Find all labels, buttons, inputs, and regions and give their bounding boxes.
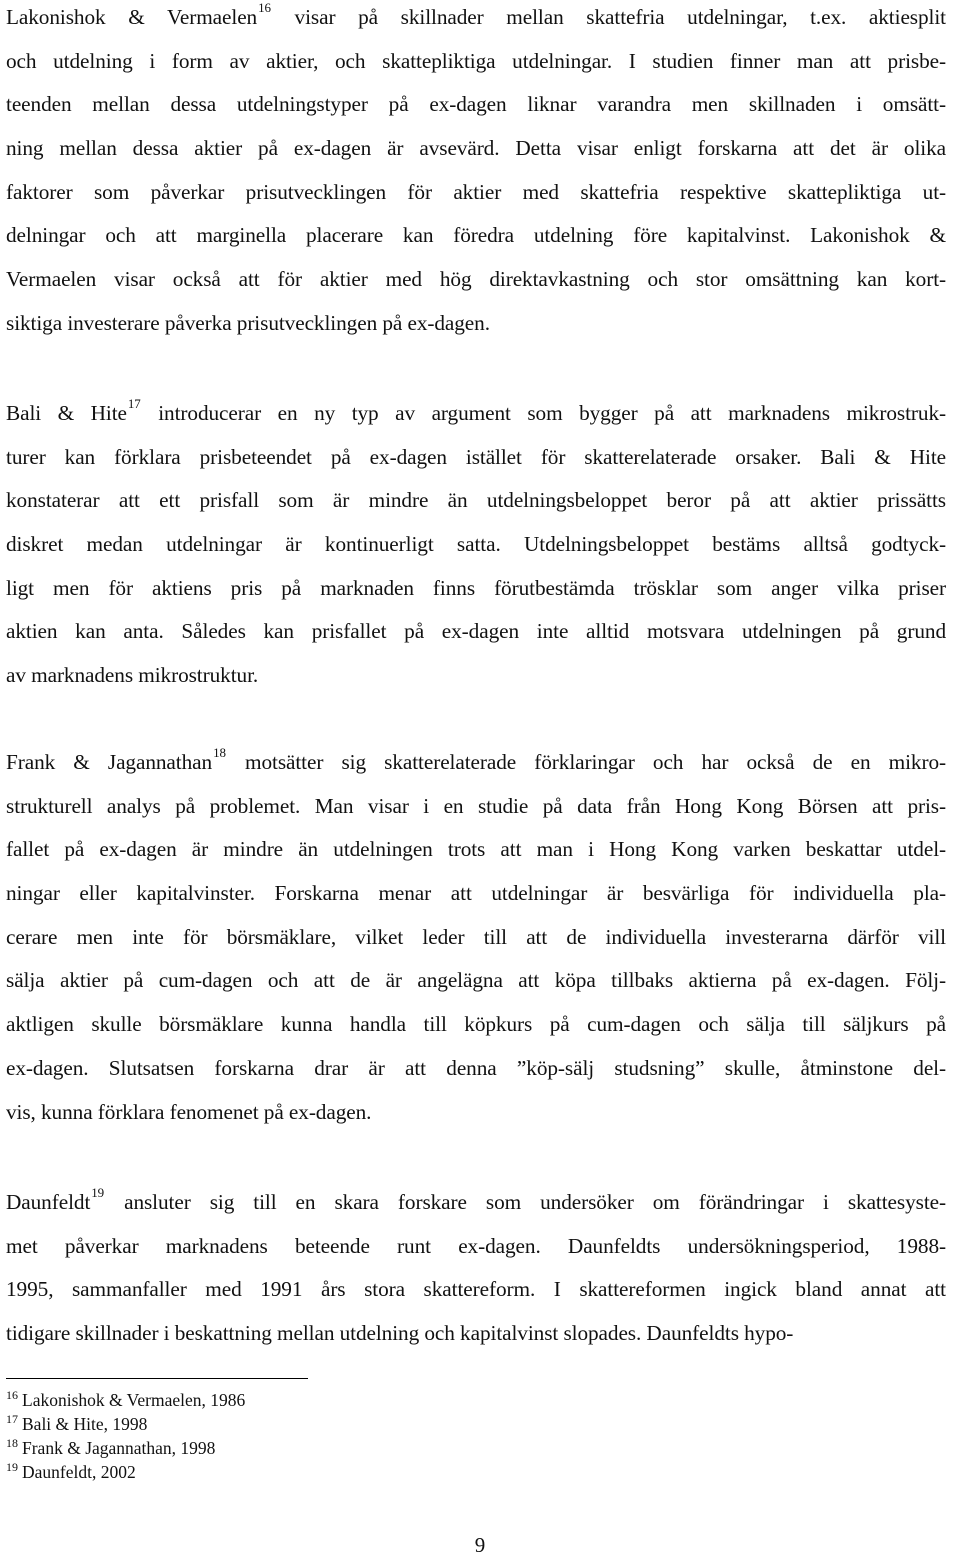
text-line (6, 214, 946, 258)
text-run: ningar eller kapitalvinster. Forskarna menar att utdelningar är besvärliga för individuella pla- (6, 881, 946, 906)
footnote-19 (6, 1460, 245, 1484)
text-run: teenden mellan dessa utdelningstyper på ex-dagen liknar varandra men skillnaden i omsätt- (6, 92, 946, 117)
footnote-text: Bali & Hite, 1998 (22, 1414, 148, 1434)
footnote-separator (6, 1378, 308, 1379)
footnote-number: 17 (6, 1412, 18, 1426)
text-run: aktligen skulle börsmäklare kunna handla till köpkurs på cum-dagen och sälja till säljkurs på (6, 1012, 946, 1037)
footnote-text: Frank & Jagannathan, 1998 (22, 1438, 216, 1458)
text-line (6, 828, 946, 872)
text-run: strukturell analys på problemet. Man visar i en studie på data från Hong Kong Börsen att pris- (6, 793, 946, 818)
text-line (6, 479, 946, 523)
text-line (6, 0, 946, 40)
text-run: Lakonishok & Vermaelen (6, 5, 258, 29)
text-run: av marknadens mikrostruktur. (6, 663, 259, 688)
text-run: faktorer som påverkar prisutvecklingen för aktier med skattefria respektive skattepliktiga ut- (6, 179, 946, 204)
text-run: cerare men inte för börsmäklare, vilket leder till att de individuella investerarna därför vill (6, 924, 946, 949)
text-line (6, 392, 946, 436)
paragraph-daunfeldt (6, 1181, 946, 1356)
footnote-18 (6, 1436, 245, 1460)
text-line (6, 1312, 946, 1356)
text-line (6, 127, 946, 171)
paragraph-bali-hite (6, 392, 946, 698)
text-run: siktiga investerare påverka prisutvecklingen på ex-dagen. (6, 310, 490, 335)
text-run: aktien kan anta. Således kan prisfallet på ex-dagen inte alltid motsvara utdelningen på grund (6, 619, 946, 644)
text-run: ligt men för aktiens pris på marknaden finns förutbestämda trösklar som anger vilka priser (6, 575, 946, 600)
text-line (6, 436, 946, 480)
text-run: Vermaelen visar också att för aktier med hög direktavkastning och stor omsättning kan kort- (6, 267, 946, 292)
text-line (6, 523, 946, 567)
text-line (6, 741, 946, 785)
footnote-reference: 19 (91, 1185, 105, 1200)
text-run: visar på skillnader mellan skattefria utdelningar, t.ex. aktiesplit (271, 5, 946, 29)
footnote-number: 18 (6, 1436, 18, 1450)
text-line (6, 1181, 946, 1225)
text-run: och utdelning i form av aktier, och skattepliktiga utdelningar. I studien finner man att prisbe- (6, 48, 946, 73)
footnote-reference: 18 (213, 745, 226, 760)
footnote-text: Lakonishok & Vermaelen, 1986 (22, 1390, 246, 1410)
text-run: konstaterar att ett prisfall som är mindre än utdelningsbeloppet beror på att aktier prissätts (6, 488, 946, 513)
footnote-reference: 17 (127, 396, 141, 411)
text-run: 1995, sammanfaller med 1991 års stora skattereform. I skattereformen ingick bland annat att (6, 1277, 946, 1302)
footnote-text: Daunfeldt, 2002 (22, 1462, 136, 1482)
text-run: diskret medan utdelningar är kontinuerligt satta. Utdelningsbeloppet bestäms alltså godtyck- (6, 532, 946, 557)
text-line (6, 785, 946, 829)
text-run: ning mellan dessa aktier på ex-dagen är avsevärd. Detta visar enligt forskarna att det är olika (6, 136, 946, 161)
footnote-16 (6, 1388, 245, 1412)
text-line (6, 916, 946, 960)
paragraph-frank-jagannathan (6, 741, 946, 1134)
text-run: introducerar en ny typ av argument som bygger på att marknadens mikrostruk- (141, 401, 946, 425)
text-line (6, 258, 946, 302)
text-line (6, 40, 946, 84)
text-run: Daunfeldt (6, 1190, 91, 1214)
text-run: turer kan förklara prisbeteendet på ex-dagen istället för skatterelaterade orsaker. Bali & Hite (6, 444, 946, 469)
footnote-number: 16 (6, 1388, 18, 1402)
text-line (6, 1268, 946, 1312)
text-run: delningar och att marginella placerare kan föredra utdelning före kapitalvinst. Lakonishok & (6, 223, 946, 248)
text-line (6, 1003, 946, 1047)
paragraph-lakonishok (6, 0, 946, 346)
text-run: met påverkar marknadens beteende runt ex-dagen. Daunfeldts undersökningsperiod, 1988- (6, 1233, 946, 1258)
text-line (6, 654, 946, 698)
text-run: motsätter sig skatterelaterade förklaringar och har också de en mikro- (226, 750, 946, 774)
text-run: Frank & Jagannathan (6, 750, 213, 774)
text-line (6, 959, 946, 1003)
text-run: vis, kunna förklara fenomenet på ex-dagen. (6, 1099, 372, 1124)
footnotes (6, 1388, 245, 1484)
text-line (6, 1225, 946, 1269)
footnote-reference: 16 (258, 0, 271, 15)
footnote-17 (6, 1412, 245, 1436)
text-run: ex-dagen. Slutsatsen forskarna drar är att denna ”köp-sälj studsning” skulle, åtminstone del- (6, 1055, 946, 1080)
page-number: 9 (474, 1533, 486, 1557)
text-line (6, 872, 946, 916)
text-line (6, 302, 946, 346)
text-run: fallet på ex-dagen är mindre än utdelningen trots att man i Hong Kong varken beskattar utdel- (6, 837, 946, 862)
text-line (6, 567, 946, 611)
text-line (6, 83, 946, 127)
text-line (6, 171, 946, 215)
text-run: Bali & Hite (6, 401, 127, 425)
text-run: sälja aktier på cum-dagen och att de är angelägna att köpa tillbaks aktierna på ex-dagen. Följ- (6, 968, 946, 993)
text-line (6, 610, 946, 654)
text-line (6, 1047, 946, 1091)
text-line (6, 1091, 946, 1135)
footnote-number: 19 (6, 1460, 18, 1474)
text-run: ansluter sig till en skara forskare som undersöker om förändringar i skattesyste- (105, 1190, 946, 1214)
text-run: tidigare skillnader i beskattning mellan utdelning och kapitalvinst slopades. Daunfeldts hypo- (6, 1321, 794, 1346)
